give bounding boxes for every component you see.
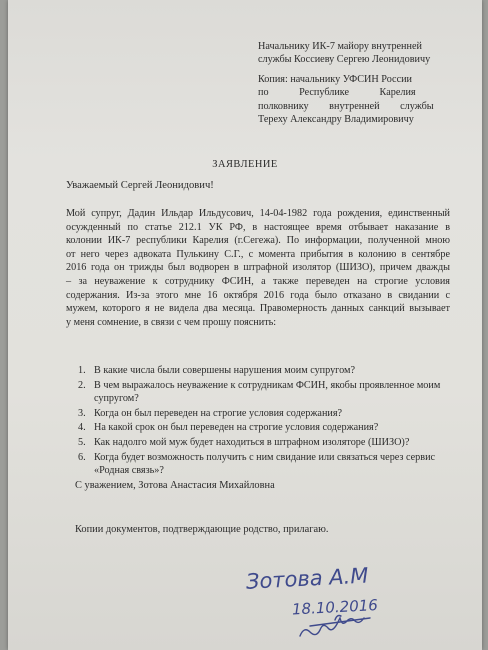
questions-list — [66, 364, 450, 479]
document-title: ЗАЯВЛЕНИЕ — [212, 159, 278, 170]
greeting: Уважаемый Сергей Леонидович! — [66, 180, 214, 191]
body-line: 2016 года он трижды был водворен в штрафной изолятор (ШИЗО), причем дважды — [66, 262, 450, 274]
body-line: осужденный по статье 212.1 УК РФ, в настоящее время отбывает наказание в — [66, 221, 450, 233]
addressee-block — [258, 40, 450, 67]
body-paragraph — [66, 207, 450, 329]
question-number: 5. — [78, 436, 86, 448]
body-line: Мой супруг, Дадин Ильдар Ильдусович, 14-04-1982 года рождения, единственный — [66, 208, 450, 219]
copy-to-line: по Республике Карелия — [258, 87, 416, 99]
body-line: у меня сомнение, в связи с чем прошу пояснить: — [66, 316, 277, 328]
question-text: Как надолго мой муж будет находиться в штрафном изоляторе (ШИЗО)? — [94, 436, 410, 448]
addressee-line: Начальнику ИК-7 майору внутренней — [258, 41, 422, 52]
copy-to-line: Копия: начальнику УФСИН России — [258, 74, 412, 85]
addressee-line: службы Коссиеву Сергею Леонидовичу — [258, 54, 431, 66]
body-line: содержания. Из-за этого мне 16 октября 2016 года было отказано в свидании с — [66, 289, 450, 301]
question-text: Когда будет возможность получить с ним свидание или связаться через сервис «Родная связь»? — [94, 451, 436, 477]
body-line: – за неуважение к сотруднику ФСИН, а также переведен на строгие условия — [66, 275, 450, 287]
closing-line: С уважением, Зотова Анастасия Михайловна — [75, 480, 275, 491]
copy-to-line: Тереху Александру Владимировичу — [258, 114, 414, 126]
question-number: 6. — [78, 451, 86, 463]
question-text: В чем выражалось неуважение к сотрудникам ФСИН, якобы проявленное моим супругом? — [94, 379, 441, 405]
question-item — [66, 451, 450, 478]
body-line: колонии ИК-7 республики Карелия (г.Сегежа). По информации, полученной мною — [66, 235, 450, 247]
question-item — [66, 379, 450, 406]
body-line: мужем, которого я не видела два месяца. Правомерность данных санкций вызывает — [66, 303, 450, 315]
copy-to-line: полковнику внутренней службы — [258, 100, 434, 112]
question-item — [66, 421, 450, 435]
handwritten-date: 18.10.2016 — [291, 596, 379, 619]
question-number: 3. — [78, 407, 86, 419]
copy-to-block — [258, 73, 450, 127]
question-item — [66, 407, 450, 421]
handwritten-name: Зотова А.М — [245, 563, 369, 594]
question-text: Когда он был переведен на строгие условия содержания? — [94, 407, 343, 419]
document-page — [8, 0, 482, 650]
question-text: На какой срок он был переведен на строгие условия содержания? — [94, 422, 379, 434]
question-item — [66, 364, 450, 378]
body-line: от него через адвоката Пулькину С.Г., с момента прибытия в колонию в сентябре — [66, 248, 450, 260]
attachment-note: Копии документов, подтверждающие родство, прилагаю. — [75, 524, 329, 535]
question-number: 4. — [78, 422, 86, 434]
handwritten-signature-block — [240, 560, 430, 645]
signature-scribble — [300, 616, 370, 637]
question-text: В какие числа были совершены нарушения моим супругом? — [94, 365, 355, 376]
question-item — [66, 436, 450, 450]
question-number: 2. — [78, 379, 86, 391]
question-number: 1. — [78, 365, 86, 376]
